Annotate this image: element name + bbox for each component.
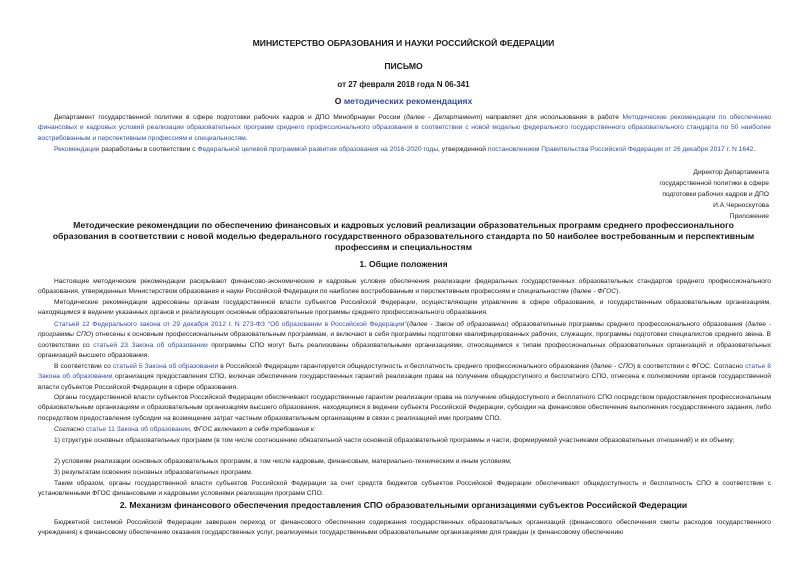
signature-line-2: государственной политики в сфере xyxy=(659,180,769,187)
appendix-title: Методические рекомендации по обеспечению финансовых и кадровых условий реализации образовательных программ среднего профессионального образования в соответствии с новой моделью федерального государственного образовательного стандарта по 50 наиболее востребованным и перспективным профессиям и специальностям xyxy=(52,220,755,253)
appendix-label: Приложение xyxy=(729,213,769,220)
section-2-heading: 2. Механизм финансового обеспечения предоставления СПО образовательными организациями субъектов Российской Федерации xyxy=(119,500,688,510)
section-2-paragraph-1: Бюджетной системой Российской Федерации завершен переход от финансового обеспечения содержания государственных образовательных организаций (финансового обеспечения сметы расходов государственного учреждения) к финансовому обеспечению оказания государственных услуг, реализуемых государственными образовательными организациями для граждан (к финансовому обеспечению xyxy=(38,519,771,537)
section-1-list-item-2: 2) условиям реализации основных образовательных программ, в том числе кадровым, финансовым, материально-техническим и иным условиям; xyxy=(54,458,512,465)
section-1-paragraph-1: Настоящие методические рекомендации раскрывают финансово-экономические и кадровые условия обеспечения реализации федеральных государственных образовательных стандартов среднего профессионального образования, утвержденных Министерством образования и науки Российской Федерации по наиболее востребованным и перспективным профессиям и специальностям (далее - ФГОС). xyxy=(38,278,771,296)
recommendations-link[interactable]: Методические рекомендации по обеспечению финансовых и кадровых условий реализации образовательных программ среднего профессионального образования в соответствии с новой моделью федерального государственного образовательного стандарта по 50 наиболее востребованным и перспективным профессиям и специальностям xyxy=(38,114,772,142)
signature-name: И.А.Черноскутова xyxy=(713,202,769,209)
article-23-link[interactable]: статьей 23 Закона об образовании xyxy=(93,341,208,349)
document-type: ПИСЬМО xyxy=(384,61,423,71)
article-5-link[interactable]: статьей 5 Закона об образовании xyxy=(112,363,219,370)
document-subject xyxy=(0,96,807,106)
intro-paragraph-1: Департамент государственной политики в сфере подготовки рабочих кадров и ДПО Минобрнауки России (далее - Департамент) направляет для использования в работе Методические рекомендации по обеспечению финансовых и кадровых условий реализации образовательных программ среднего профессионального образования в соответствии с новой моделью федерального государственного образовательного стандарта по 50 наиболее востребованным и перспективным профессиям и специальностям. xyxy=(38,114,772,142)
section-1-paragraph-4: В соответствии со статьей 5 Закона об образовании в Российской Федерации гарантируется общедоступность и бесплатность среднего профессионального образования (далее - СПО) в соответствии с ФГОС. Согласно статье 8 Закона об образовании организация предоставления СПО, включая обеспечение государственных гарантий реализации права на получение общедоступного и бесплатного СПО, отнесена к полномочиям органов государственной власти субъектов Российской Федерации в сфере образования. xyxy=(38,363,772,391)
article-8-link[interactable]: статье 8 Закона об образовании xyxy=(38,363,772,381)
section-1-paragraph-6: Согласно статье 11 Закона об образовании, ФГОС включают в себя требования к: xyxy=(54,426,316,433)
article-12-link[interactable]: Статьей 12 Федерального закона от 29 декабря 2012 г. N 273-ФЗ "Об образовании в Российской Федерации" xyxy=(54,321,407,328)
ministry-heading: МИНИСТЕРСТВО ОБРАЗОВАНИЯ И НАУКИ РОССИЙСКОЙ ФЕДЕРАЦИИ xyxy=(252,38,555,48)
signature-block xyxy=(569,167,769,222)
recommendations-short-link[interactable]: Рекомендации xyxy=(54,146,100,153)
article-11-link[interactable]: статье 11 Закона об образовании xyxy=(85,426,190,433)
intro-paragraph-2: Рекомендации разработаны в соответствии с Федеральной целевой программой развития образования на 2016-2020 годы, утвержденной постановлением Правительства Российской Федерации от 26 декабря 2017 г. N 1642. xyxy=(54,146,756,153)
section-1-heading: 1. Общие положения xyxy=(359,259,448,269)
federal-program-link[interactable]: Федеральной целевой программой развития образования на 2016-2020 годы xyxy=(197,146,439,153)
government-decree-link[interactable]: постановлением Правительства Российской Федерации от 26 декабря 2017 г. N 1642 xyxy=(487,146,754,153)
document-date-number: от 27 февраля 2018 года N 06-341 xyxy=(337,80,470,89)
subject-link[interactable]: методических рекомендациях xyxy=(343,96,473,106)
section-1-list-item-3: 3) результатам освоения основных образовательных программ. xyxy=(54,469,253,476)
signature-line-1: Директор Департамента xyxy=(693,169,769,176)
section-1-paragraph-2: Методические рекомендации адресованы органам государственной власти субъектов Российской Федерации, осуществляющим управление в сфере образования, и государственным образовательным организациям, находящимся в ведении указанных органов и реализующих основные образовательные программы среднего профессионального образования. xyxy=(38,299,771,317)
section-1-paragraph-3: Статьей 12 Федерального закона от 29 декабря 2012 г. N 273-ФЗ "Об образовании в Российской Федерации"(далее - Закон об образовании) образовательные программы среднего профессионального образования (далее - программы СПО) отнесены к основным профессиональным образовательным программам, и включают в себя программы подготовки квалифицированных рабочих, служащих, программы подготовки специалистов среднего звена. В соответствии со статьей 23 Закона об образовании программы СПО могут быть реализованы образовательными организациями, относящимися к типам профессиональных образовательных организаций и образовательных организаций высшего образования. xyxy=(38,321,771,360)
subject-prefix: О xyxy=(334,96,344,106)
signature-line-3: подготовки рабочих кадров и ДПО xyxy=(662,191,769,198)
section-1-paragraph-10: Таким образом, органы государственной власти субъектов Российской Федерации за счет средств бюджетов субъектов Российской Федерации обеспечивают общедоступность и бесплатность СПО в соответствии с установленными ФГОС финансовыми и кадровыми условиями реализации программ СПО. xyxy=(38,480,771,498)
section-1-paragraph-5: Органы государственной власти субъектов Российской Федерации обеспечивают государственные гарантии реализации права на получение общедоступного и бесплатного СПО посредством предоставления профессиональным образовательным организациям и образовательным организациям высшего образования, находящимся в ведении субъекта Российской Федерации, субсидии на финансовое обеспечение выполнения государственного задания, либо посредством предоставления субсидии на возмещение затрат частным образовательным организациям в связи с реализацией ими программ СПО. xyxy=(38,394,771,422)
section-1-list-item-1: 1) структуре основных образовательных программ (в том числе соотношению обязательной части основной образовательной программы и части, формируемой участниками образовательных отношений) и их объему; xyxy=(54,437,735,444)
